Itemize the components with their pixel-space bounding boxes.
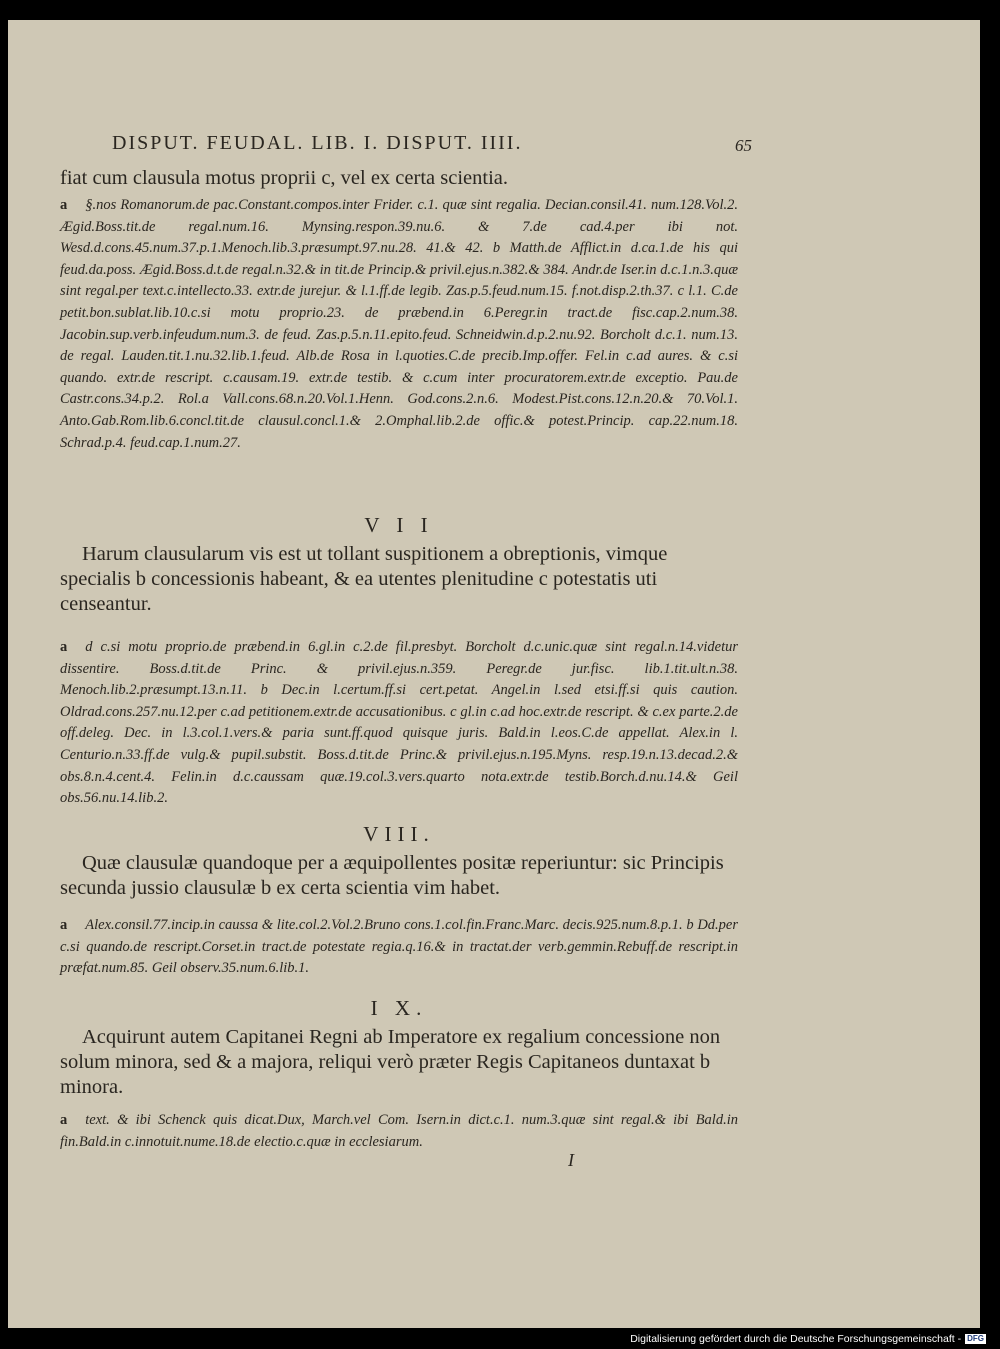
section-7 (60, 513, 738, 810)
page-number: 65 (735, 136, 752, 155)
footer-credit: Digitalisierung gefördert durch die Deutsche Forschungsgemeinschaft - (630, 1333, 962, 1345)
marginal-notes: a text. & ibi Schenck quis dicat.Dux, March.vel Com. Isern.in dict.c.1. num.3.quæ sint regal.& ibi Bald.in fin.Bald.in c.innotuit.nume.18.de electio.c.quæ in ecclesiarum. (60, 1112, 738, 1150)
section-8 (60, 822, 738, 980)
dfg-logo: DFG (967, 1334, 984, 1343)
scanned-page (8, 20, 980, 1328)
marginal-notes: a d c.si motu proprio.de præbend.in 6.gl.in c.2.de fil.presbyt. Borcholt d.c.unic.quæ sint regal.n.14.videtur dissentire. Boss.d.tit.de Princ. & privil.ejus.n.359. Peregr.de jur.fisc. lib.1.tit.ult.n.38. Menoch.lib.2.præsumpt.13.n.11. b Dec.in l.certum.ff.si cert.petat. Angel.in l.sed etsi.ff.si quis caution. Oldrad.cons.257.nu.12.per c.ad petitionem.extr.de accusationibus. c gl.in c.ad hoc.extr.de rescript. & c.ex parte.2.de off.deleg. Dec. in l.3.col.1.vers.& paria sunt.ff.quod quisque juris. Bald.in l.eos.C.de appellat. Alex.in l. Centurio.n.33.ff.de vulg.& pupil.substit. Boss.d.tit.de Princ.& privil.ejus.n.195.Myns. resp.19.n.13.decad.2.& obs.8.n.4.cent.4. Felin.in d.c.caussam quæ.19.col.3.vers.quarto nota.extr.de testib.Borch.d.nu.14.& Geil obs.56.nu.14.lib.2. (60, 639, 738, 807)
running-head (112, 132, 752, 155)
notes-text: Alex.consil.77.incip.in caussa & lite.col.2.Vol.2.Bruno cons.1.col.fin.Franc.Marc. decis.925.num.8.p.1. b Dd.per c.si quando.de rescript.Corset.in tract.de potestate regia.q.16.& in tractat.der verb.gemmin.Rebuff.de rescript.in præfat.num.85. Geil observ.35.num.6.lib.1. (60, 917, 738, 977)
main-text: fiat cum clausula motus proprii c, vel ex certa scientia. (60, 167, 508, 189)
catchword: I (568, 1150, 574, 1170)
section-6-end (60, 166, 738, 454)
section-heading: VIII. (363, 822, 435, 846)
section-heading: V I I (364, 513, 434, 537)
main-text: Harum clausularum vis est ut tollant suspitionem a obreptionis, vimque specialis b concessionis habeant, & ea utentes plenitudine c potestatis uti censeantur. (60, 543, 668, 615)
main-text: Quæ clausulæ quandoque per a æquipollentes positæ reperiuntur: sic Principis secunda jussio clausulæ b ex certa scientia vim habet. (60, 852, 724, 899)
notes-text: text. & ibi Schenck quis dicat.Dux, March.vel Com. Isern.in dict.c.1. num.3.quæ sint regal.& ibi Bald.in fin.Bald.in c.innotuit.nume.18.de electio.c.quæ in ecclesiarum. (60, 1112, 738, 1150)
running-head-title: DISPUT. FEUDAL. LIB. I. DISPUT. IIII. (112, 132, 523, 154)
notes-text: d c.si motu proprio.de præbend.in 6.gl.in c.2.de fil.presbyt. Borcholt d.c.unic.quæ sint regal.n.14.videtur dissentire. Boss.d.tit.de Princ. & privil.ejus.n.359. Peregr.de jur.fisc. lib.1.tit.ult.n.38. Menoch.lib.2.præsumpt.13.n.11. b Dec.in l.certum.ff.si cert.petat. Angel.in l.sed etsi.ff.si quis caution. Oldrad.cons.257.nu.12.per c.ad petitionem.extr.de accusationibus. c gl.in c.ad hoc.extr.de rescript. & c.ex parte.2.de off.deleg. Dec. in l.3.col.1.vers.& paria sunt.ff.quod quisque juris. Bald.in l.eos.C.de appellat. Alex.in l. Centurio.n.33.ff.de vulg.& pupil.substit. Boss.d.tit.de Princ.& privil.ejus.n.195.Myns. resp.19.n.13.decad.2.& obs.8.n.4.cent.4. Felin.in d.c.caussam quæ.19.col.3.vers.quarto nota.extr.de testib.Borch.d.nu.14.& Geil obs.56.nu.14.lib.2. (60, 639, 738, 807)
notes-text: §.nos Romanorum.de pac.Constant.compos.inter Frider. c.1. quæ sint regalia. Decian.consil.41. num.128.Vol.2. Ægid.Boss.tit.de regal.num.16. Mynsing.respon.39.nu.6. & 7.de cad.4.per ibi not. Wesd.d.cons.45.num.37.p.1.Menoch.lib.3.præsumpt.97.nu.28. 41.& 42. b Matth.de Afflict.in d.ca.1.de his qui feud.da.poss. Ægid.Boss.d.t.de regal.n.32.& in tit.de Princip.& privil.ejus.n.382.& 384. Andr.de Iser.in d.c.1.n.3.quæ sint regal.per text.c.intellecto.33. extr.de jurejur. & l.1.ff.de legib. Zas.p.5.feud.num.15. f.not.disp.2.th.37. c l.1. C.de petit.bon.sublat.lib.10.c.si motu proprio.23. de præbend.in 6.Peregr.in tract.de fisc.cap.2.num.38. Jacobin.sup.verb.infeudum.num.3. de feud. Zas.p.5.n.11.epito.feud. Schneidwin.d.p.2.nu.92. Borcholt d.c.1. num.13. de regal. Lauden.tit.1.nu.32.lib.1.feud. Alb.de Rosa in l.quoties.C.de precib.Imp.offer. Fel.in c.ad aures. & c.si quando. extr.de rescript. c.causam.19. extr.de testib. & c.cum inter procuratorem.extr.de exceptio. Pau.de Castr.cons.34.p.2. Rol.a Vall.cons.68.n.20.Vol.1.Henn. God.cons.2.n.6. Modest.Pist.cons.12.n.20.& 70.Vol.1. Anto.Gab.Rom.lib.6.concl.tit.de clausul.concl.1.& 2.Omphal.lib.2.de offic.& potest.Princip. cap.22.num.18. Schrad.p.4. feud.cap.1.num.27. (60, 197, 738, 451)
main-text: Acquirunt autem Capitanei Regni ab Imperatore ex regalium concessione non solum minora, sed & a majora, reliqui verò præter Regis Capitaneos duntaxat b minora. (60, 1026, 721, 1098)
digitization-footer (630, 1333, 986, 1345)
section-heading: I X. (370, 996, 428, 1020)
section-9 (60, 996, 738, 1153)
marginal-notes: a Alex.consil.77.incip.in caussa & lite.col.2.Vol.2.Bruno cons.1.col.fin.Franc.Marc. decis.925.num.8.p.1. b Dd.per c.si quando.de rescript.Corset.in tract.de potestate regia.q.16.& in tractat.der verb.gemmin.Rebuff.de rescript.in præfat.num.85. Geil observ.35.num.6.lib.1. (60, 917, 738, 977)
marginal-notes: a §.nos Romanorum.de pac.Constant.compos.inter Frider. c.1. quæ sint regalia. Decian.consil.41. num.128.Vol.2. Ægid.Boss.tit.de regal.num.16. Mynsing.respon.39.nu.6. & 7.de cad.4.per ibi not. Wesd.d.cons.45.num.37.p.1.Menoch.lib.3.præsumpt.97.nu.28. 41.& 42. b Matth.de Afflict.in d.ca.1.de his qui feud.da.poss. Ægid.Boss.d.t.de regal.n.32.& in tit.de Princip.& privil.ejus.n.382.& 384. Andr.de Iser.in d.c.1.n.3.quæ sint regal.per text.c.intellecto.33. extr.de jurejur. & l.1.ff.de legib. Zas.p.5.feud.num.15. f.not.disp.2.th.37. c l.1. C.de petit.bon.sublat.lib.10.c.si motu proprio.23. de præbend.in 6.Peregr.in tract.de fisc.cap.2.num.38. Jacobin.sup.verb.infeudum.num.3. de feud. Zas.p.5.n.11.epito.feud. Schneidwin.d.p.2.nu.92. Borcholt d.c.1. num.13. de regal. Lauden.tit.1.nu.32.lib.1.feud. Alb.de Rosa in l.quoties.C.de precib.Imp.offer. Fel.in c.ad aures. & c.si quando. extr.de rescript. c.causam.19. extr.de testib. & c.cum inter procuratorem.extr.de exceptio. Pau.de Castr.cons.34.p.2. Rol.a Vall.cons.68.n.20.Vol.1.Henn. God.cons.2.n.6. Modest.Pist.cons.12.n.20.& 70.Vol.1. Anto.Gab.Rom.lib.6.concl.tit.de clausul.concl.1.& 2.Omphal.lib.2.de offic.& potest.Princip. cap.22.num.18. Schrad.p.4. feud.cap.1.num.27. (60, 197, 738, 451)
